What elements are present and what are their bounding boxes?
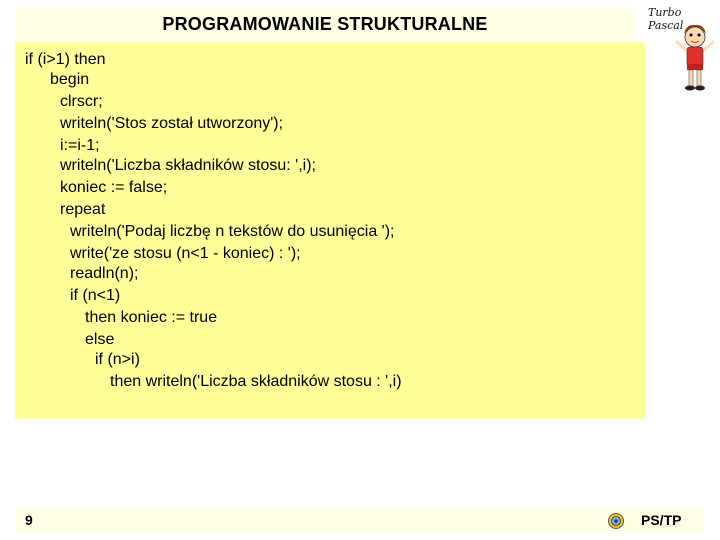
code-line: writeln('Podaj liczbę n tekstów do usunięcia '); bbox=[70, 223, 395, 240]
code-line: if (n<1) bbox=[70, 287, 121, 304]
code-line: then koniec := true bbox=[85, 309, 218, 326]
footer-label: PS/TP bbox=[641, 512, 682, 528]
code-line: clrscr; bbox=[60, 93, 103, 110]
code-line: writeln('Liczba składników stosu: ',i); bbox=[60, 157, 316, 174]
footer-bar bbox=[15, 508, 703, 534]
code-line: koniec := false; bbox=[60, 179, 168, 196]
code-line: readln(n); bbox=[70, 265, 139, 282]
slide-title: PROGRAMOWANIE STRUKTURALNE bbox=[162, 13, 488, 34]
title-bar bbox=[15, 8, 635, 40]
pascal-mascot-icon bbox=[672, 20, 718, 94]
code-line: write('ze stosu (n<1 - koniec) : '); bbox=[70, 245, 301, 262]
navigation-icon[interactable] bbox=[607, 512, 625, 530]
page-number: 9 bbox=[25, 512, 33, 528]
code-line: writeln('Stos został utworzony'); bbox=[60, 115, 284, 132]
code-panel bbox=[15, 42, 645, 419]
code-line: begin bbox=[50, 71, 90, 88]
code-line: if (i>1) then bbox=[25, 51, 106, 68]
code-line: if (n>i) bbox=[95, 351, 140, 368]
turbo-pascal-logo: Turbo Pascal bbox=[648, 6, 684, 32]
code-line: then writeln('Liczba składników stosu : ',i) bbox=[110, 373, 402, 390]
code-line: else bbox=[85, 331, 115, 348]
code-line: i:=i-1; bbox=[60, 137, 100, 154]
code-line: repeat bbox=[60, 201, 106, 218]
